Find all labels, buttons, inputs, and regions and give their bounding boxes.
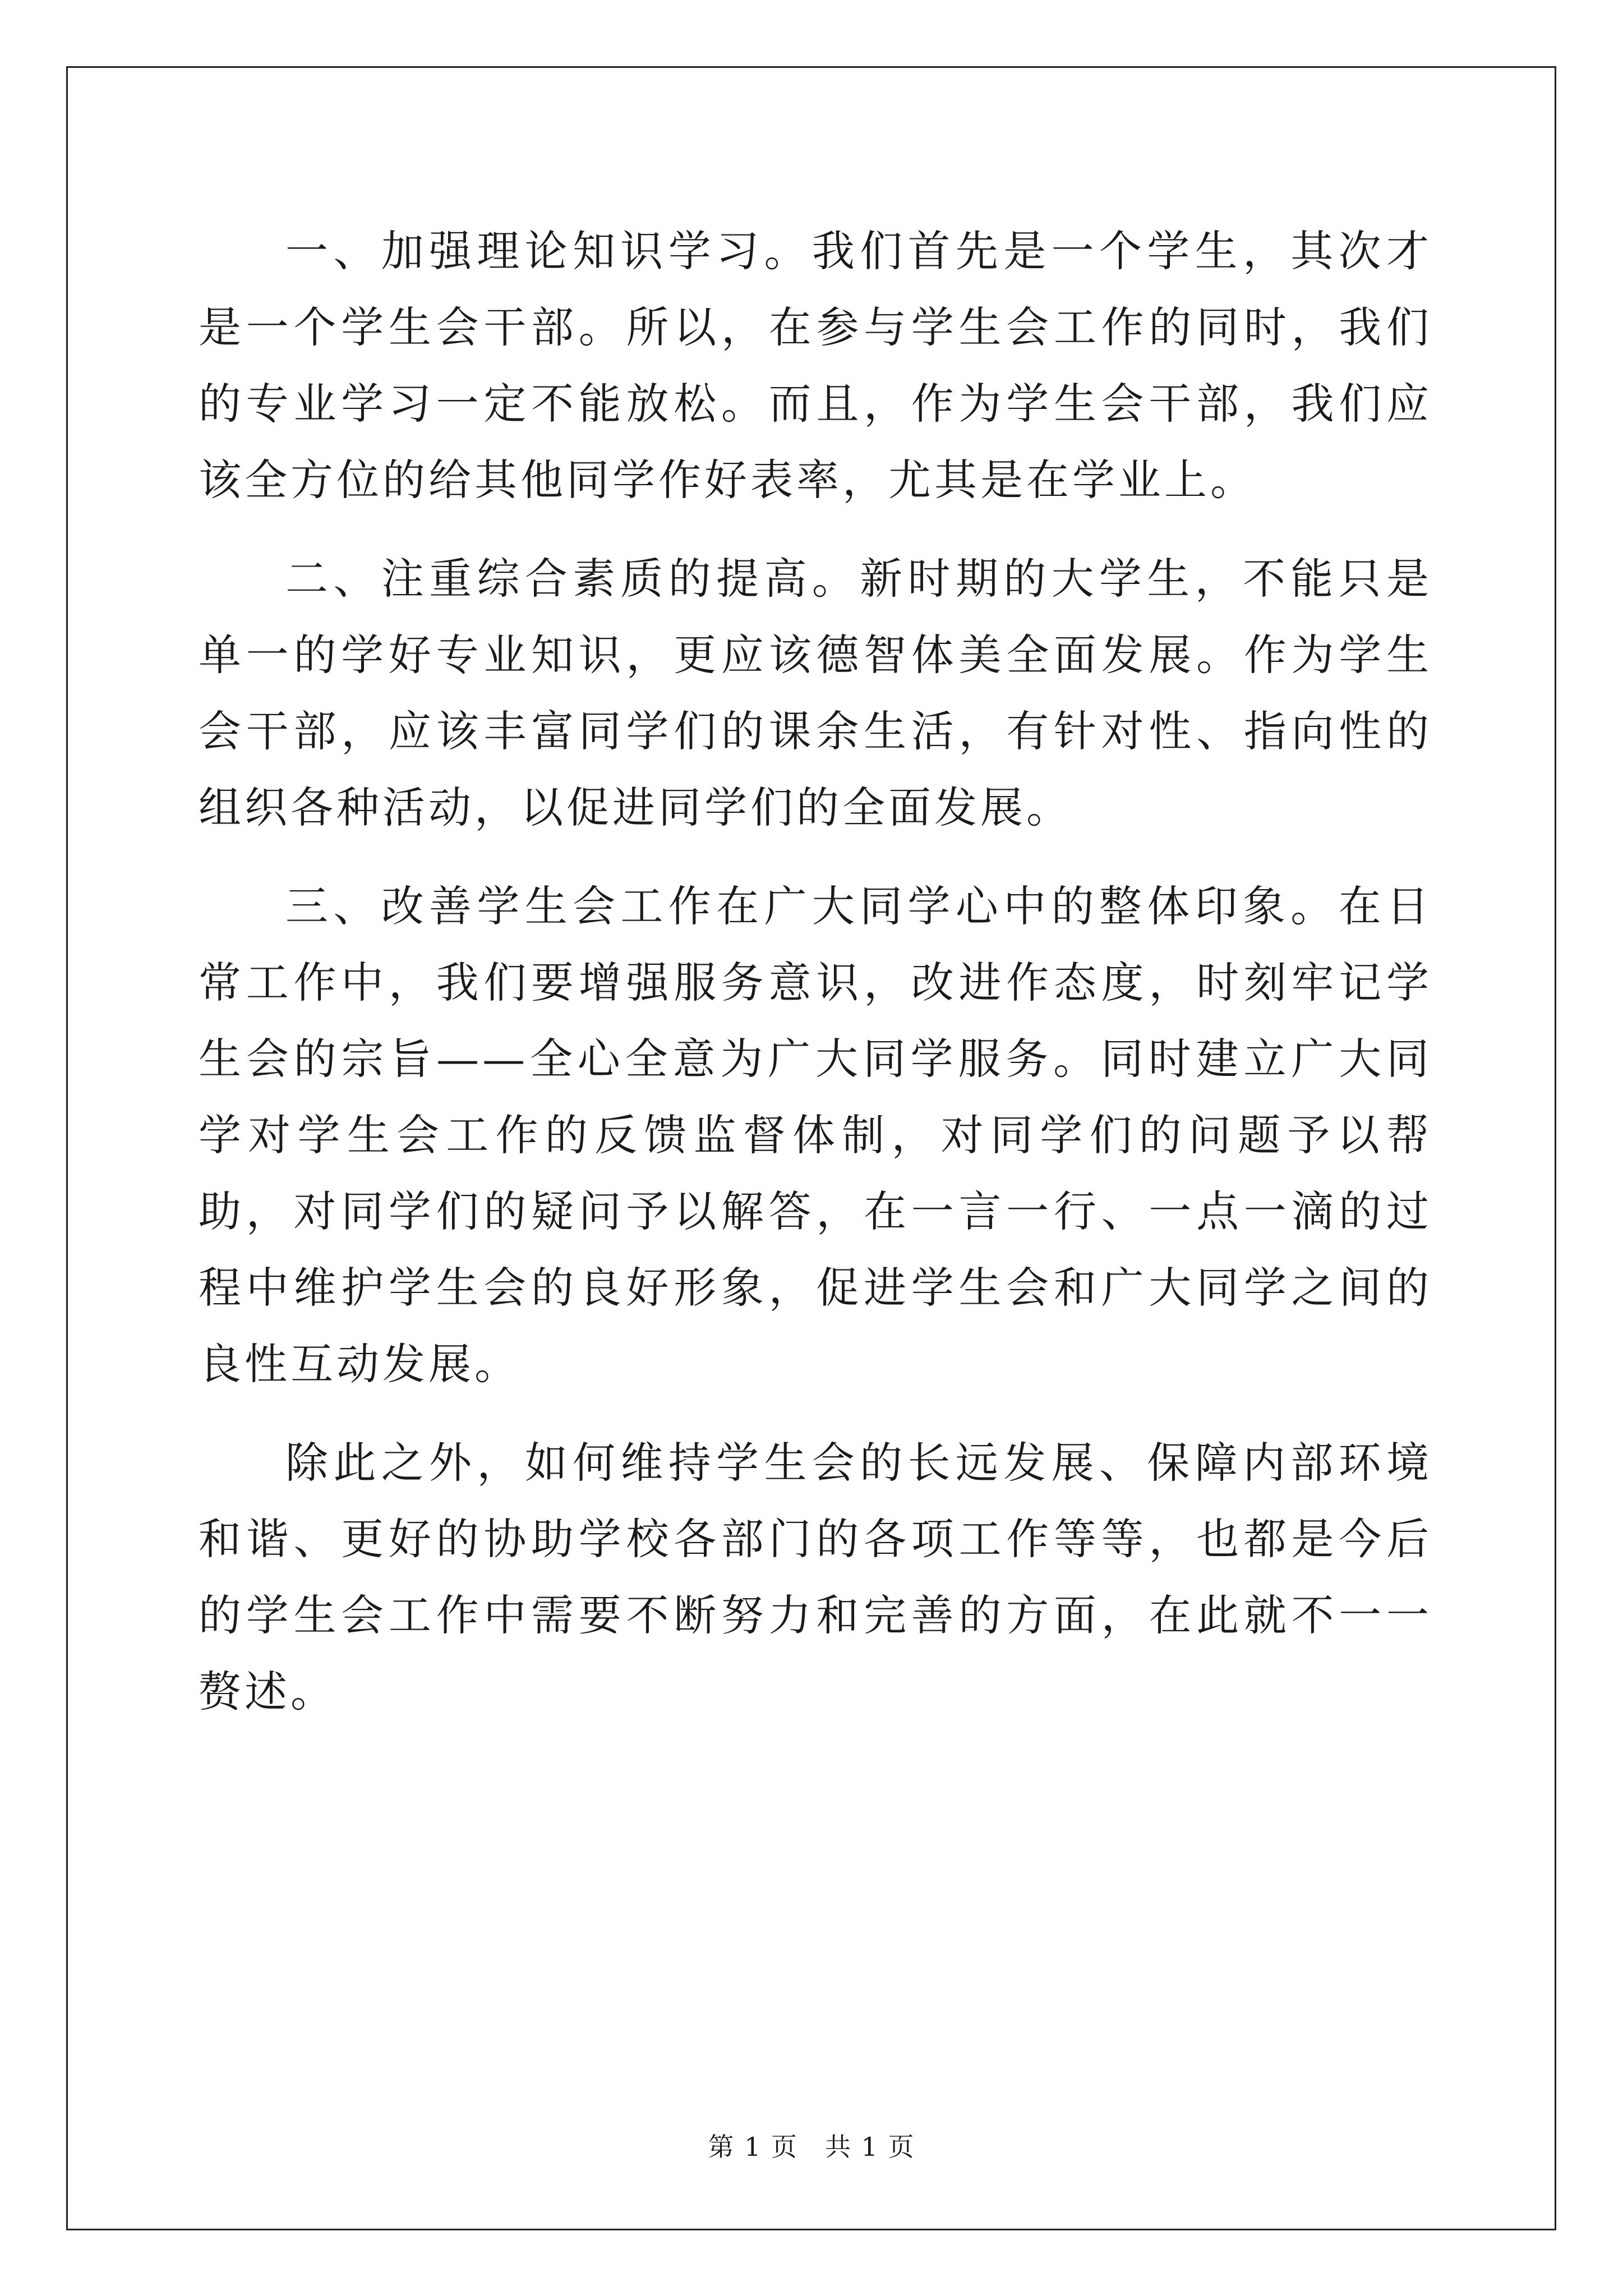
- page-number: 第 1 页: [708, 2132, 798, 2162]
- document-body: [199, 213, 1432, 1730]
- page-footer: [0, 2130, 1623, 2164]
- paragraph-2: 二、注重综合素质的提高。新时期的大学生，不能只是单一的学好专业知识，更应该德智体美全面发展。作为学生会干部，应该丰富同学们的课余生活，有针对性、指向性的组织各种活动，以促进同学们的全面发展。: [199, 554, 1432, 832]
- paragraph-1: 一、加强理论知识学习。我们首先是一个学生，其次才是一个学生会干部。所以，在参与学生会工作的同时，我们的专业学习一定不能放松。而且，作为学生会干部，我们应该全方位的给其他同学作好表率，尤其是在学业上。: [199, 226, 1432, 505]
- paragraph-3: 三、改善学生会工作在广大同学心中的整体印象。在日常工作中，我们要增强服务意识，改进作态度，时刻牢记学生会的宗旨——全心全意为广大同学服务。同时建立广大同学对学生会工作的反馈监督体制，对同学们的问题予以帮助，对同学们的疑问予以解答，在一言一行、一点一滴的过程中维护学生会的良好形象，促进学生会和广大同学之间的良性互动发展。: [199, 881, 1432, 1389]
- paragraph-4: 除此之外，如何维持学生会的长远发展、保障内部环境和谐、更好的协助学校各部门的各项工作等等，也都是今后的学生会工作中需要不断努力和完善的方面，在此就不一一赘述。: [199, 1438, 1432, 1717]
- page-total: 共 1 页: [825, 2132, 915, 2162]
